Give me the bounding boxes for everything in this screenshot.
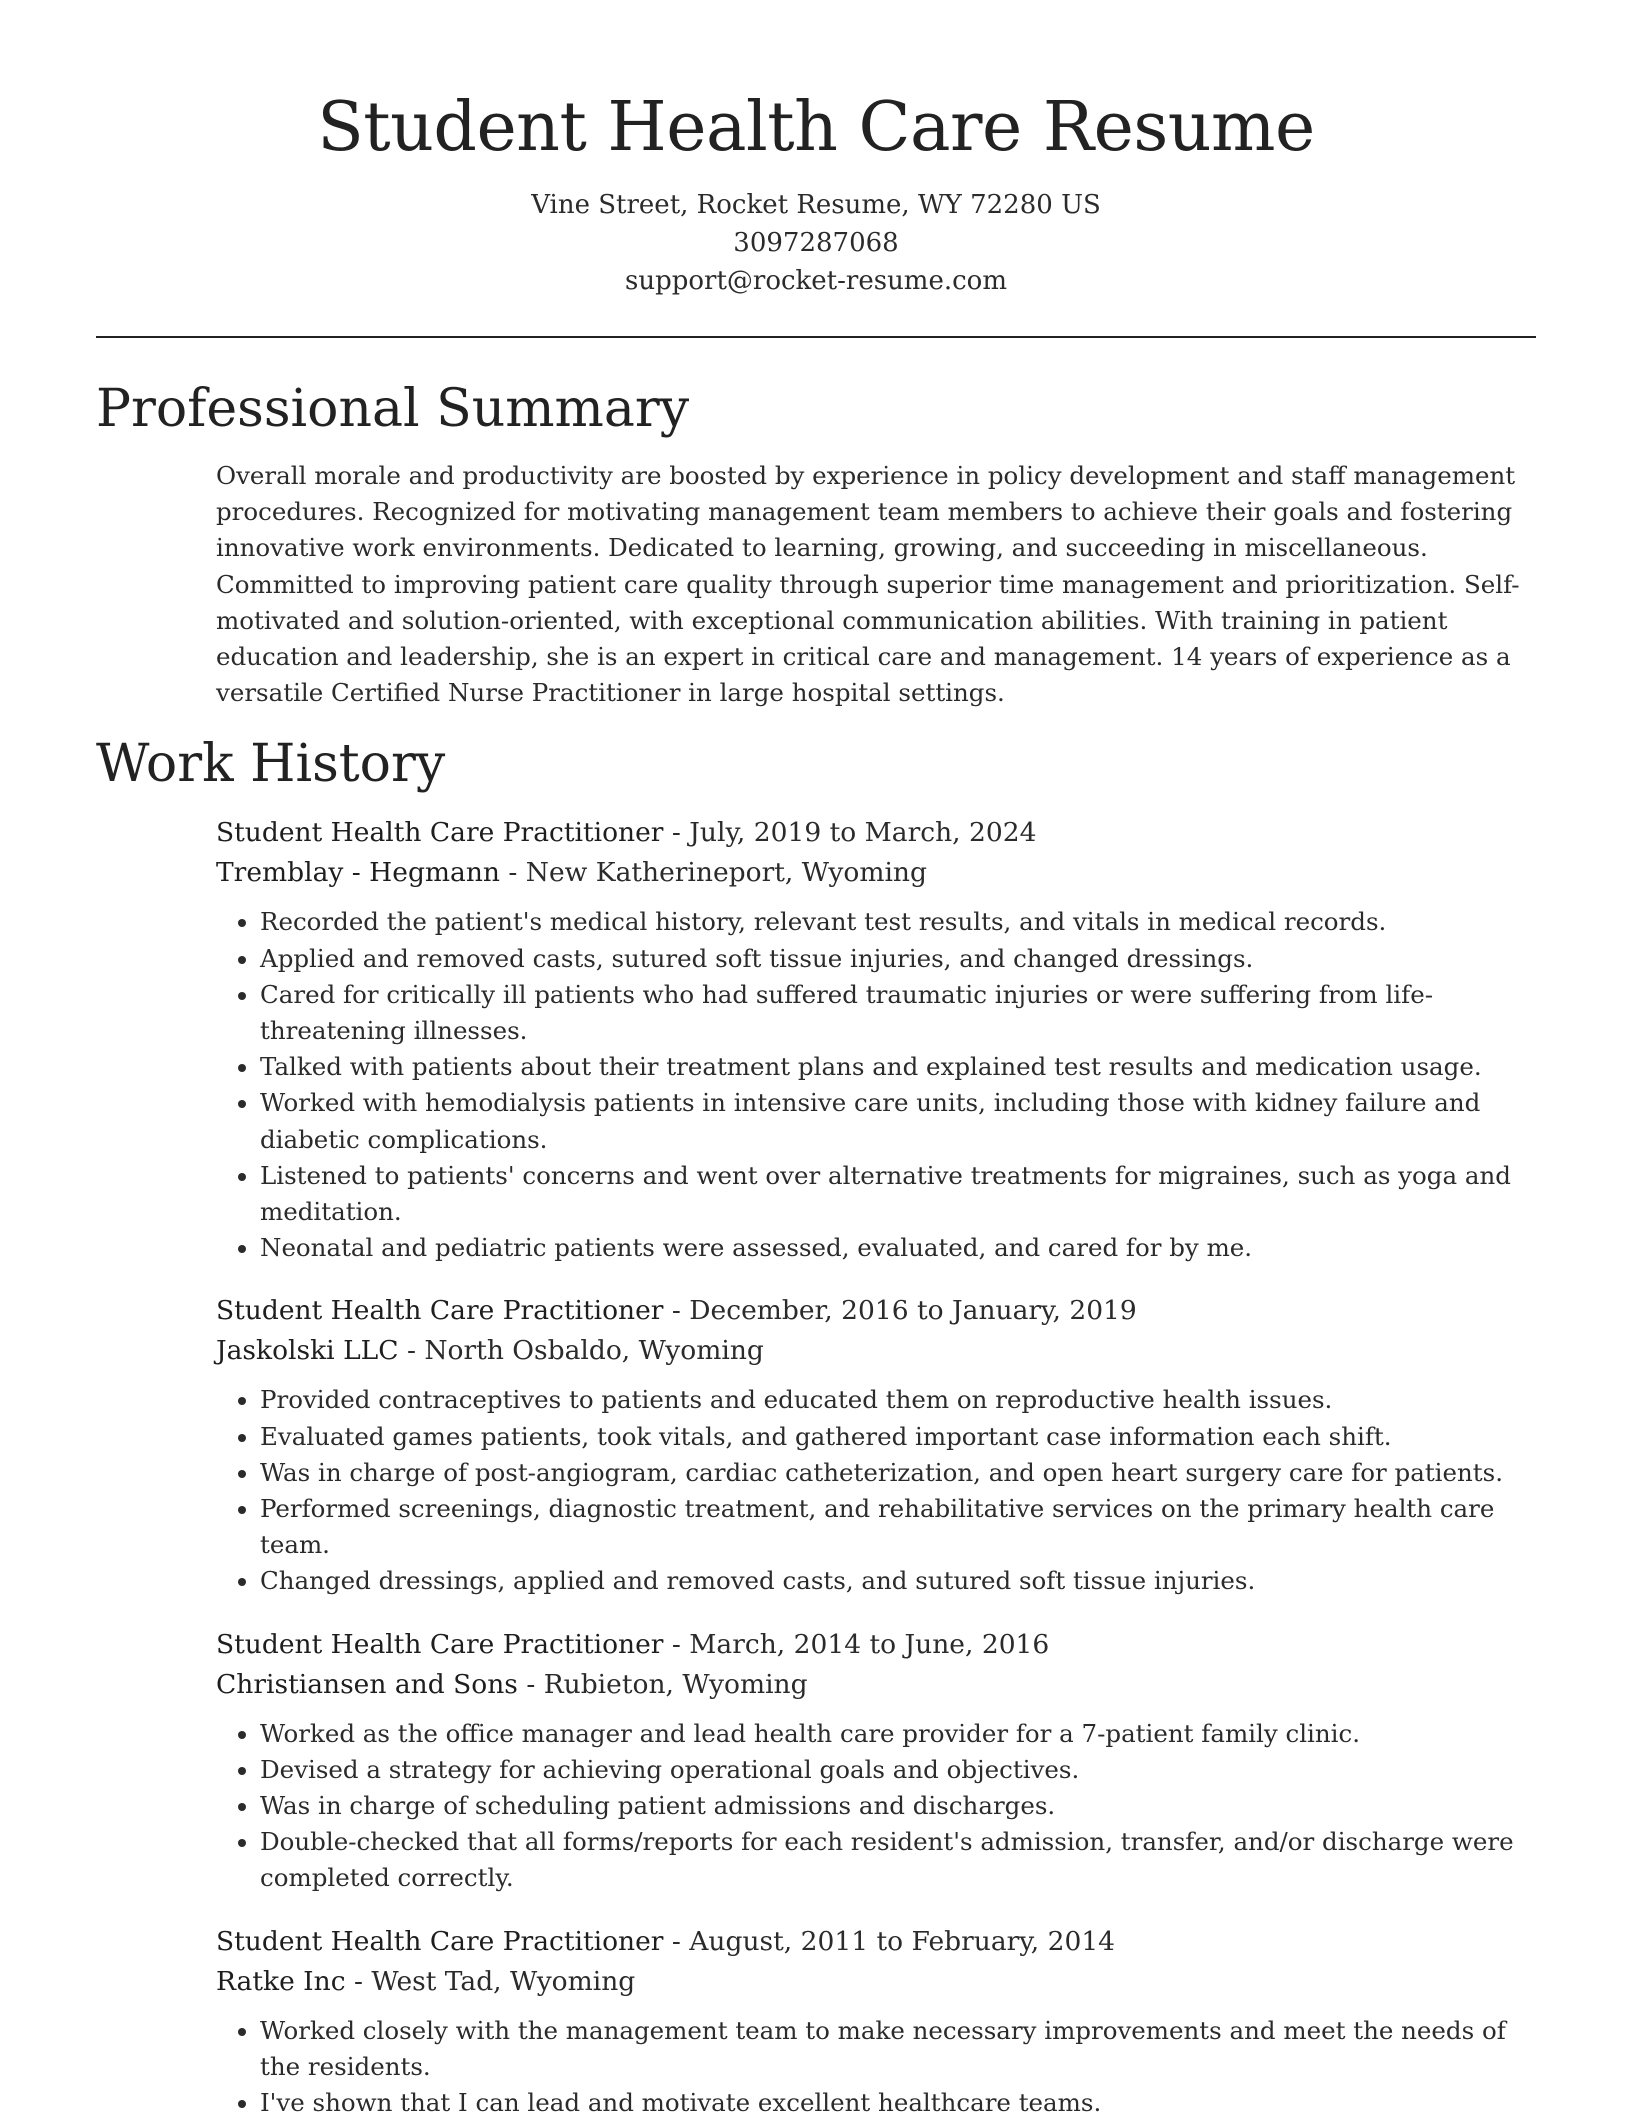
job-entry <box>216 1922 1536 2121</box>
contact-phone: 3097287068 <box>733 228 899 258</box>
job-bullet: • Cared for critically ill patients who had suffered traumatic injuries or were suffering from life-threatening illnesses. <box>260 977 1536 1049</box>
job-dates: August, 2011 to February, 2014 <box>689 1925 1116 1957</box>
summary-heading: Professional Summary <box>96 379 690 439</box>
job-bullets <box>216 904 1536 1266</box>
job-company-line <box>216 1962 1536 2002</box>
job-entry <box>216 1625 1536 1897</box>
job-company: Christiansen and Sons <box>216 1668 518 1700</box>
job-separator: - <box>663 1295 690 1327</box>
job-bullet: • I've shown that I can lead and motivate excellent healthcare teams. <box>260 2085 1536 2121</box>
work-history-list <box>96 813 1536 2121</box>
resume-title: Student Health Care Resume <box>317 88 1315 167</box>
job-bullets <box>216 2013 1536 2121</box>
job-company-line <box>216 1665 1536 1705</box>
job-company: Tremblay - Hegmann <box>216 857 500 889</box>
job-entry <box>216 813 1536 1266</box>
job-location: New Katherineport, Wyoming <box>525 857 927 889</box>
resume-header <box>96 0 1536 300</box>
job-bullet: • Double-checked that all forms/reports for each resident's admission, transfer, and/or discharge were completed correctly. <box>260 1824 1536 1896</box>
job-separator: - <box>663 1628 690 1660</box>
job-bullet: • Worked closely with the management team to make necessary improvements and meet the needs of the residents. <box>260 2013 1536 2085</box>
job-entry <box>216 1291 1536 1599</box>
job-title-line <box>216 1922 1536 1962</box>
job-title-line <box>216 1291 1536 1331</box>
job-title-line <box>216 813 1536 853</box>
work-history-heading: Work History <box>96 734 446 795</box>
resume-page <box>96 0 1536 2121</box>
job-separator: - <box>517 1668 544 1700</box>
job-location: Rubieton, Wyoming <box>543 1668 808 1700</box>
job-bullet: • Changed dressings, applied and removed casts, and sutured soft tissue injuries. <box>260 1563 1536 1599</box>
job-bullet: • Listened to patients' concerns and went over alternative treatments for migraines, such as yoga and meditation. <box>260 1158 1536 1230</box>
job-bullets <box>216 1716 1536 1897</box>
job-bullet: • Worked with hemodialysis patients in intensive care units, including those with kidney failure and diabetic complications. <box>260 1085 1536 1157</box>
job-separator: - <box>663 817 690 849</box>
contact-email: support@rocket-resume.com <box>624 266 1007 296</box>
job-bullet: • Evaluated games patients, took vitals, and gathered important case information each shift. <box>260 1419 1536 1455</box>
contact-address: Vine Street, Rocket Resume, WY 72280 US <box>531 190 1101 220</box>
job-bullet: • Provided contraceptives to patients and educated them on reproductive health issues. <box>260 1382 1536 1418</box>
job-title: Student Health Care Practitioner <box>216 1628 664 1660</box>
job-location: West Tad, Wyoming <box>371 1965 636 1997</box>
job-dates: July, 2019 to March, 2024 <box>689 817 1037 849</box>
job-dates: December, 2016 to January, 2019 <box>689 1295 1137 1327</box>
job-separator: - <box>499 857 526 889</box>
job-company-line <box>216 853 1536 893</box>
job-separator: - <box>663 1925 690 1957</box>
job-bullet: • Was in charge of scheduling patient admissions and discharges. <box>260 1788 1536 1824</box>
job-title: Student Health Care Practitioner <box>216 817 664 849</box>
summary-text: Overall morale and productivity are boosted by experience in policy development and staff management procedures. Recognized for motivating management team members to achieve their goals and fostering innovative work environments. Dedicated to learning, growing, and succeeding in miscellaneous. Committed to improving patient care quality through superior time management and prioritization. Self-motivated and solution-oriented, with exceptional communication abilities. With training in patient education and leadership, she is an expert in critical care and management. 14 years of experience as a versatile Certified Nurse Practitioner in large hospital settings. <box>216 461 1520 708</box>
job-bullet: • Recorded the patient's medical history, relevant test results, and vitals in medical records. <box>260 904 1536 940</box>
job-title: Student Health Care Practitioner <box>216 1925 664 1957</box>
header-divider <box>96 336 1536 338</box>
job-bullet: • Talked with patients about their treatment plans and explained test results and medication usage. <box>260 1049 1536 1085</box>
job-dates: March, 2014 to June, 2016 <box>689 1628 1050 1660</box>
job-title: Student Health Care Practitioner <box>216 1295 664 1327</box>
job-bullet: • Neonatal and pediatric patients were assessed, evaluated, and cared for by me. <box>260 1230 1536 1266</box>
job-company: Ratke Inc <box>216 1965 346 1997</box>
job-bullet: • Was in charge of post-angiogram, cardiac catheterization, and open heart surgery care for patients. <box>260 1455 1536 1491</box>
job-separator: - <box>345 1965 372 1997</box>
job-location: North Osbaldo, Wyoming <box>424 1335 764 1367</box>
job-separator: - <box>398 1335 425 1367</box>
job-bullet: • Performed screenings, diagnostic treatment, and rehabilitative services on the primary health care team. <box>260 1491 1536 1563</box>
job-bullet: • Worked as the office manager and lead health care provider for a 7-patient family clinic. <box>260 1716 1536 1752</box>
job-company: Jaskolski LLC <box>216 1335 399 1367</box>
contact-block <box>96 186 1536 300</box>
job-bullets <box>216 1382 1536 1599</box>
job-bullet: • Applied and removed casts, sutured soft tissue injuries, and changed dressings. <box>260 941 1536 977</box>
job-company-line <box>216 1331 1536 1371</box>
job-title-line <box>216 1625 1536 1665</box>
job-bullet: • Devised a strategy for achieving operational goals and objectives. <box>260 1752 1536 1788</box>
